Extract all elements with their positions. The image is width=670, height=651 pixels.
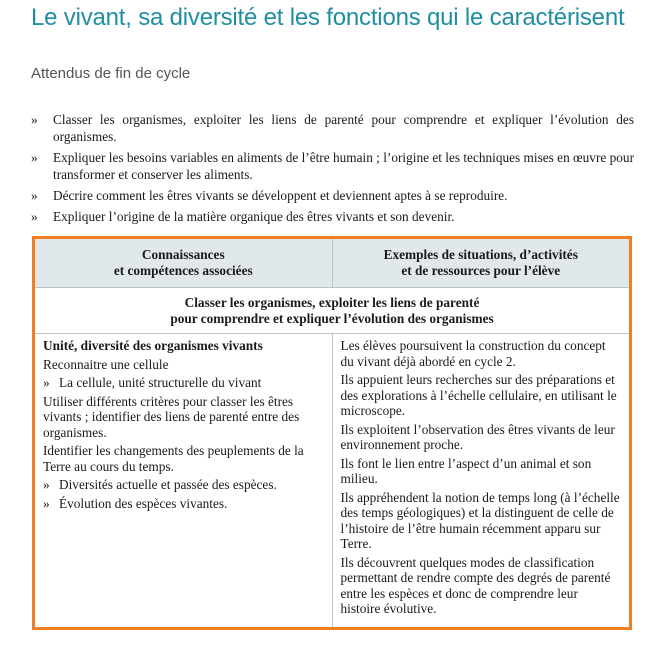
knowledge-text: Identifier les changements des peuplements de la Terre au cours du temps. [43,443,304,474]
page-title: Le vivant, sa diversité et les fonctions qui le caractérisent [31,4,625,31]
example-paragraph: Ils découvrent quelques modes de classification permettant de rendre compte des degrés de parenté entre les espèces et donc de comprendre leur histoire évolutive. [340,554,611,616]
example-paragraph: Les élèves poursuivent la construction du concept du vivant déjà abordé en cycle 2. [340,338,606,369]
section-subtitle: Attendus de fin de cycle [31,65,191,82]
expectations-list [31,111,634,229]
table-header-row [35,239,629,288]
list-item: » Expliquer les besoins variables en aliments de l’être humain ; l’origine et les techniques mises en œuvre pour transformer et conserver les aliments. [31,150,634,182]
bullet-mark: » [31,188,38,203]
example-paragraph: Ils appréhendent la notion de temps long (à l’échelle des temps géologiques) et la distinguent de celle de l’histoire de l’être humain récemment apparu sur Terre. [340,489,620,551]
knowledge-subitem: » La cellule, unité structurelle du vivant [43,375,262,390]
competences-table [32,236,632,630]
example-paragraph: Ils exploitent l’observation des êtres vivants de leur environnement proche. [340,421,615,452]
list-item: » Classer les organismes, exploiter les liens de parenté pour comprendre et expliquer l’évolution des organismes. [31,112,634,144]
example-paragraph: Ils appuient leurs recherches sur des préparations et des explorations à l’échelle cellulaire, en utilisant le microscope. [340,372,617,418]
knowledge-subitem: » Diversités actuelle et passée des espèces. [43,477,277,492]
knowledge-cell [35,334,333,627]
examples-cell [333,334,630,627]
header-examples: Exemples de situations, d’activités et de ressources pour l’élève [383,247,578,278]
list-item: » Décrire comment les êtres vivants se développent et deviennent aptes à se reproduire. [31,188,508,203]
bullet-mark: » [31,150,38,165]
list-item: » Expliquer l’origine de la matière organique des êtres vivants et son devenir. [31,209,455,224]
bullet-mark: » [31,209,38,224]
table-section-heading: Classer les organismes, exploiter les liens de parenté pour comprendre et expliquer l’évolution des organismes [35,288,629,334]
knowledge-text: Utiliser différents critères pour classer les êtres vivants ; identifier des liens de parenté entre des organismes. [43,393,300,440]
example-paragraph: Ils font le lien entre l’aspect d’un animal et son milieu. [340,455,592,486]
table-row [35,334,629,627]
knowledge-text: Reconnaitre une cellule [43,356,169,372]
bullet-mark: » [31,112,38,127]
header-knowledge: Connaissances et compétences associées [35,239,333,287]
knowledge-subitem: » Évolution des espèces vivantes. [43,495,228,511]
knowledge-heading: Unité, diversité des organismes vivants [43,338,263,353]
